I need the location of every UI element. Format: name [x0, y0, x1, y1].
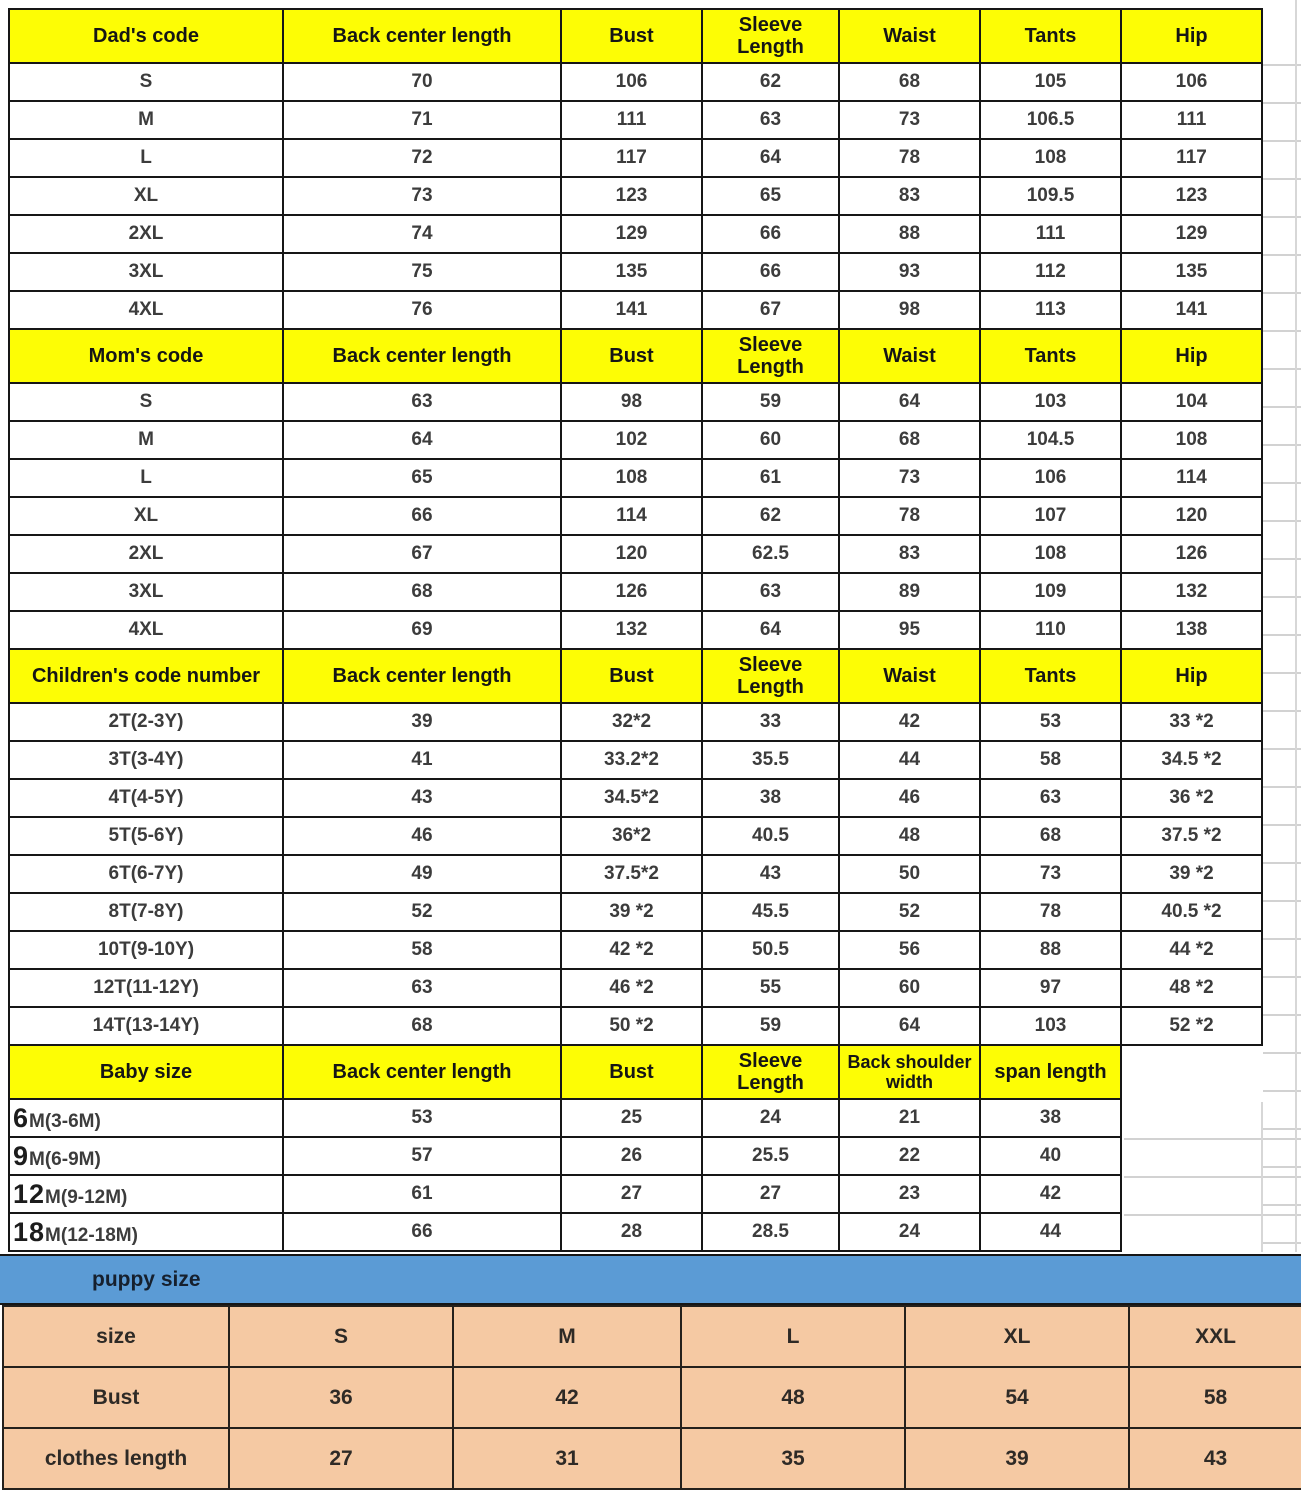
table-row — [3, 1306, 1301, 1367]
spreadsheet-column-line — [1295, 0, 1297, 1252]
value-cell: 46 — [283, 817, 561, 855]
childrens-size-table — [8, 648, 1263, 1046]
table-row — [9, 291, 1262, 329]
table-row — [9, 421, 1262, 459]
value-cell: 64 — [839, 383, 980, 421]
value-cell: 102 — [561, 421, 702, 459]
value-cell: 123 — [561, 177, 702, 215]
value-cell: 141 — [561, 291, 702, 329]
value-cell: 66 — [702, 253, 839, 291]
size-label-big-digit: 6 — [13, 1102, 30, 1133]
column-header: Children's code number — [9, 649, 283, 703]
value-cell: 45.5 — [702, 893, 839, 931]
row-label: M — [9, 421, 283, 459]
value-cell: 50 — [839, 855, 980, 893]
value-cell: 141 — [1121, 291, 1262, 329]
value-cell: 104 — [1121, 383, 1262, 421]
value-cell: 39 *2 — [561, 893, 702, 931]
table-row — [9, 779, 1262, 817]
value-cell: 97 — [980, 969, 1121, 1007]
table-row — [9, 855, 1262, 893]
row-label: 8T(7-8Y) — [9, 893, 283, 931]
value-cell: 98 — [839, 291, 980, 329]
value-cell: 23 — [839, 1175, 980, 1213]
value-cell: XXL — [1129, 1306, 1301, 1367]
value-cell: 38 — [980, 1099, 1121, 1137]
puppy-table-wrap — [2, 1305, 1301, 1490]
row-label: 9M(6-9M) — [9, 1137, 283, 1175]
table-row — [9, 611, 1262, 649]
value-cell: 111 — [980, 215, 1121, 253]
value-cell: 58 — [1129, 1367, 1301, 1428]
size-label-big-digit: 18 — [13, 1216, 46, 1247]
value-cell: 67 — [702, 291, 839, 329]
value-cell: 42 *2 — [561, 931, 702, 969]
row-label: Bust — [3, 1367, 229, 1428]
column-header: Back center length — [283, 329, 561, 383]
spreadsheet-column-line-baby — [1261, 1102, 1263, 1252]
value-cell: 78 — [839, 497, 980, 535]
puppy-size-table — [2, 1305, 1301, 1490]
value-cell: 35 — [681, 1428, 905, 1489]
puppy-size-band — [0, 1254, 1301, 1305]
row-label: L — [9, 139, 283, 177]
value-cell: 73 — [839, 101, 980, 139]
value-cell: 108 — [1121, 421, 1262, 459]
column-header: Hip — [1121, 649, 1262, 703]
value-cell: L — [681, 1306, 905, 1367]
column-header: Bust — [561, 9, 702, 63]
column-header: Sleeve Length — [702, 329, 839, 383]
value-cell: 58 — [283, 931, 561, 969]
table-row — [9, 383, 1262, 421]
column-header: Waist — [839, 9, 980, 63]
value-cell: 64 — [702, 611, 839, 649]
value-cell: 53 — [980, 703, 1121, 741]
value-cell: 68 — [980, 817, 1121, 855]
value-cell: 48 *2 — [1121, 969, 1262, 1007]
value-cell: 55 — [702, 969, 839, 1007]
table-row — [9, 1175, 1121, 1213]
value-cell: 34.5 *2 — [1121, 741, 1262, 779]
row-label: 6M(3-6M) — [9, 1099, 283, 1137]
value-cell: 114 — [561, 497, 702, 535]
value-cell: 93 — [839, 253, 980, 291]
value-cell: 24 — [702, 1099, 839, 1137]
row-label: 2T(2-3Y) — [9, 703, 283, 741]
table-row — [9, 1137, 1121, 1175]
value-cell: 63 — [980, 779, 1121, 817]
column-header: Back shoulder width — [839, 1045, 980, 1099]
value-cell: 108 — [561, 459, 702, 497]
value-cell: 56 — [839, 931, 980, 969]
table-row — [9, 931, 1262, 969]
value-cell: 58 — [980, 741, 1121, 779]
value-cell: 111 — [1121, 101, 1262, 139]
table-row — [9, 1213, 1121, 1251]
value-cell: 34.5*2 — [561, 779, 702, 817]
column-header: Waist — [839, 649, 980, 703]
value-cell: 32*2 — [561, 703, 702, 741]
value-cell: 113 — [980, 291, 1121, 329]
value-cell: 112 — [980, 253, 1121, 291]
row-label: 4XL — [9, 291, 283, 329]
value-cell: 64 — [839, 1007, 980, 1045]
column-header: Bust — [561, 1045, 702, 1099]
value-cell: 37.5 *2 — [1121, 817, 1262, 855]
value-cell: 33 — [702, 703, 839, 741]
value-cell: 33 *2 — [1121, 703, 1262, 741]
value-cell: 27 — [702, 1175, 839, 1213]
value-cell: M — [453, 1306, 681, 1367]
column-header: Tants — [980, 329, 1121, 383]
value-cell: 135 — [561, 253, 702, 291]
value-cell: 123 — [1121, 177, 1262, 215]
row-label: size — [3, 1306, 229, 1367]
row-label: M — [9, 101, 283, 139]
column-header: Sleeve Length — [702, 9, 839, 63]
value-cell: 25 — [561, 1099, 702, 1137]
value-cell: 73 — [980, 855, 1121, 893]
value-cell: 36*2 — [561, 817, 702, 855]
value-cell: 83 — [839, 177, 980, 215]
value-cell: 106 — [561, 63, 702, 101]
value-cell: 68 — [839, 421, 980, 459]
value-cell: 120 — [561, 535, 702, 573]
size-tables-stack — [8, 8, 1263, 1252]
value-cell: 22 — [839, 1137, 980, 1175]
table-row — [9, 1007, 1262, 1045]
value-cell: 88 — [839, 215, 980, 253]
row-label: L — [9, 459, 283, 497]
value-cell: 48 — [839, 817, 980, 855]
value-cell: 28 — [561, 1213, 702, 1251]
value-cell: 73 — [283, 177, 561, 215]
value-cell: 41 — [283, 741, 561, 779]
value-cell: 21 — [839, 1099, 980, 1137]
value-cell: 43 — [283, 779, 561, 817]
table-row — [9, 893, 1262, 931]
value-cell: 132 — [1121, 573, 1262, 611]
dads-size-table — [8, 8, 1263, 330]
row-label: 14T(13-14Y) — [9, 1007, 283, 1045]
table-row — [9, 459, 1262, 497]
column-header: Sleeve Length — [702, 1045, 839, 1099]
table-row — [9, 1099, 1121, 1137]
value-cell: 37.5*2 — [561, 855, 702, 893]
table-row — [3, 1428, 1301, 1489]
table-row — [9, 535, 1262, 573]
table-row — [9, 573, 1262, 611]
value-cell: 65 — [702, 177, 839, 215]
value-cell: 106 — [1121, 63, 1262, 101]
value-cell: 72 — [283, 139, 561, 177]
column-header: Hip — [1121, 329, 1262, 383]
row-label: clothes length — [3, 1428, 229, 1489]
value-cell: 138 — [1121, 611, 1262, 649]
value-cell: 108 — [980, 535, 1121, 573]
value-cell: 52 — [839, 893, 980, 931]
table-row — [9, 101, 1262, 139]
value-cell: S — [229, 1306, 453, 1367]
value-cell: 60 — [839, 969, 980, 1007]
column-header: Sleeve Length — [702, 649, 839, 703]
table-row — [9, 253, 1262, 291]
value-cell: 44 — [839, 741, 980, 779]
value-cell: 129 — [1121, 215, 1262, 253]
value-cell: 114 — [1121, 459, 1262, 497]
value-cell: 39 — [283, 703, 561, 741]
row-label: XL — [9, 497, 283, 535]
value-cell: 63 — [702, 101, 839, 139]
value-cell: 50.5 — [702, 931, 839, 969]
value-cell: 126 — [1121, 535, 1262, 573]
column-header: Tants — [980, 649, 1121, 703]
value-cell: 106 — [980, 459, 1121, 497]
value-cell: 63 — [283, 969, 561, 1007]
value-cell: 62 — [702, 497, 839, 535]
size-label-big-digit: 9 — [13, 1140, 30, 1171]
row-label: 4T(4-5Y) — [9, 779, 283, 817]
value-cell: 64 — [283, 421, 561, 459]
table-row — [9, 63, 1262, 101]
value-cell: 39 — [905, 1428, 1129, 1489]
value-cell: 98 — [561, 383, 702, 421]
value-cell: 54 — [905, 1367, 1129, 1428]
value-cell: 59 — [702, 383, 839, 421]
value-cell: 105 — [980, 63, 1121, 101]
baby-size-table — [8, 1044, 1122, 1252]
value-cell: 69 — [283, 611, 561, 649]
value-cell: 73 — [839, 459, 980, 497]
table-row — [9, 497, 1262, 535]
value-cell: 66 — [283, 1213, 561, 1251]
value-cell: 42 — [839, 703, 980, 741]
value-cell: 66 — [702, 215, 839, 253]
value-cell: 33.2*2 — [561, 741, 702, 779]
value-cell: 62.5 — [702, 535, 839, 573]
header-row — [9, 9, 1262, 63]
row-label: 3T(3-4Y) — [9, 741, 283, 779]
row-label: 3XL — [9, 253, 283, 291]
table-row — [9, 817, 1262, 855]
value-cell: 63 — [283, 383, 561, 421]
value-cell: 42 — [453, 1367, 681, 1428]
row-label: XL — [9, 177, 283, 215]
value-cell: 52 *2 — [1121, 1007, 1262, 1045]
row-label: 4XL — [9, 611, 283, 649]
size-label-big-digit: 12 — [13, 1178, 46, 1209]
value-cell: 36 *2 — [1121, 779, 1262, 817]
column-header: Waist — [839, 329, 980, 383]
moms-size-table — [8, 328, 1263, 650]
value-cell: 64 — [702, 139, 839, 177]
row-label: 12T(11-12Y) — [9, 969, 283, 1007]
row-label: S — [9, 383, 283, 421]
value-cell: 43 — [702, 855, 839, 893]
value-cell: 132 — [561, 611, 702, 649]
header-row — [9, 649, 1262, 703]
value-cell: 39 *2 — [1121, 855, 1262, 893]
value-cell: 59 — [702, 1007, 839, 1045]
value-cell: 68 — [839, 63, 980, 101]
value-cell: 46 *2 — [561, 969, 702, 1007]
column-header: Back center length — [283, 1045, 561, 1099]
value-cell: 135 — [1121, 253, 1262, 291]
value-cell: 26 — [561, 1137, 702, 1175]
value-cell: 57 — [283, 1137, 561, 1175]
row-label: 3XL — [9, 573, 283, 611]
value-cell: 107 — [980, 497, 1121, 535]
value-cell: 71 — [283, 101, 561, 139]
value-cell: 76 — [283, 291, 561, 329]
row-label: S — [9, 63, 283, 101]
value-cell: 50 *2 — [561, 1007, 702, 1045]
value-cell: 109 — [980, 573, 1121, 611]
puppy-size-band-label: puppy size — [92, 1267, 201, 1291]
value-cell: 27 — [561, 1175, 702, 1213]
value-cell: 104.5 — [980, 421, 1121, 459]
value-cell: 24 — [839, 1213, 980, 1251]
table-row — [9, 215, 1262, 253]
value-cell: 88 — [980, 931, 1121, 969]
value-cell: 95 — [839, 611, 980, 649]
row-label: 2XL — [9, 215, 283, 253]
value-cell: 53 — [283, 1099, 561, 1137]
column-header: span length — [980, 1045, 1121, 1099]
value-cell: 46 — [839, 779, 980, 817]
value-cell: 117 — [561, 139, 702, 177]
value-cell: 78 — [980, 893, 1121, 931]
spreadsheet-gridlines-baby — [1124, 1102, 1301, 1252]
value-cell: 89 — [839, 573, 980, 611]
value-cell: 61 — [702, 459, 839, 497]
column-header: Bust — [561, 649, 702, 703]
value-cell: 62 — [702, 63, 839, 101]
value-cell: 111 — [561, 101, 702, 139]
column-header: Baby size — [9, 1045, 283, 1099]
value-cell: 117 — [1121, 139, 1262, 177]
value-cell: 36 — [229, 1367, 453, 1428]
table-row — [9, 177, 1262, 215]
value-cell: 129 — [561, 215, 702, 253]
value-cell: 109.5 — [980, 177, 1121, 215]
value-cell: 40.5 *2 — [1121, 893, 1262, 931]
value-cell: 44 — [980, 1213, 1121, 1251]
column-header: Tants — [980, 9, 1121, 63]
row-label: 10T(9-10Y) — [9, 931, 283, 969]
value-cell: 48 — [681, 1367, 905, 1428]
column-header: Dad's code — [9, 9, 283, 63]
table-row — [9, 139, 1262, 177]
table-row — [9, 703, 1262, 741]
value-cell: 63 — [702, 573, 839, 611]
value-cell: 31 — [453, 1428, 681, 1489]
value-cell: 126 — [561, 573, 702, 611]
value-cell: 40 — [980, 1137, 1121, 1175]
table-row — [3, 1367, 1301, 1428]
value-cell: 75 — [283, 253, 561, 291]
value-cell: 27 — [229, 1428, 453, 1489]
value-cell: 110 — [980, 611, 1121, 649]
row-label: 18M(12-18M) — [9, 1213, 283, 1251]
column-header: Bust — [561, 329, 702, 383]
value-cell: 74 — [283, 215, 561, 253]
value-cell: 40.5 — [702, 817, 839, 855]
value-cell: XL — [905, 1306, 1129, 1367]
value-cell: 25.5 — [702, 1137, 839, 1175]
value-cell: 78 — [839, 139, 980, 177]
row-label: 6T(6-7Y) — [9, 855, 283, 893]
value-cell: 35.5 — [702, 741, 839, 779]
row-label: 12M(9-12M) — [9, 1175, 283, 1213]
column-header: Back center length — [283, 649, 561, 703]
value-cell: 108 — [980, 139, 1121, 177]
header-row — [9, 1045, 1121, 1099]
value-cell: 44 *2 — [1121, 931, 1262, 969]
table-row — [9, 969, 1262, 1007]
value-cell: 103 — [980, 383, 1121, 421]
value-cell: 38 — [702, 779, 839, 817]
value-cell: 43 — [1129, 1428, 1301, 1489]
value-cell: 120 — [1121, 497, 1262, 535]
header-row — [9, 329, 1262, 383]
value-cell: 60 — [702, 421, 839, 459]
value-cell: 68 — [283, 573, 561, 611]
table-row — [9, 741, 1262, 779]
value-cell: 28.5 — [702, 1213, 839, 1251]
column-header: Mom's code — [9, 329, 283, 383]
value-cell: 42 — [980, 1175, 1121, 1213]
row-label: 2XL — [9, 535, 283, 573]
value-cell: 83 — [839, 535, 980, 573]
value-cell: 68 — [283, 1007, 561, 1045]
value-cell: 61 — [283, 1175, 561, 1213]
row-label: 5T(5-6Y) — [9, 817, 283, 855]
value-cell: 52 — [283, 893, 561, 931]
value-cell: 66 — [283, 497, 561, 535]
value-cell: 70 — [283, 63, 561, 101]
value-cell: 103 — [980, 1007, 1121, 1045]
column-header: Hip — [1121, 9, 1262, 63]
value-cell: 49 — [283, 855, 561, 893]
value-cell: 65 — [283, 459, 561, 497]
column-header: Back center length — [283, 9, 561, 63]
value-cell: 106.5 — [980, 101, 1121, 139]
value-cell: 67 — [283, 535, 561, 573]
